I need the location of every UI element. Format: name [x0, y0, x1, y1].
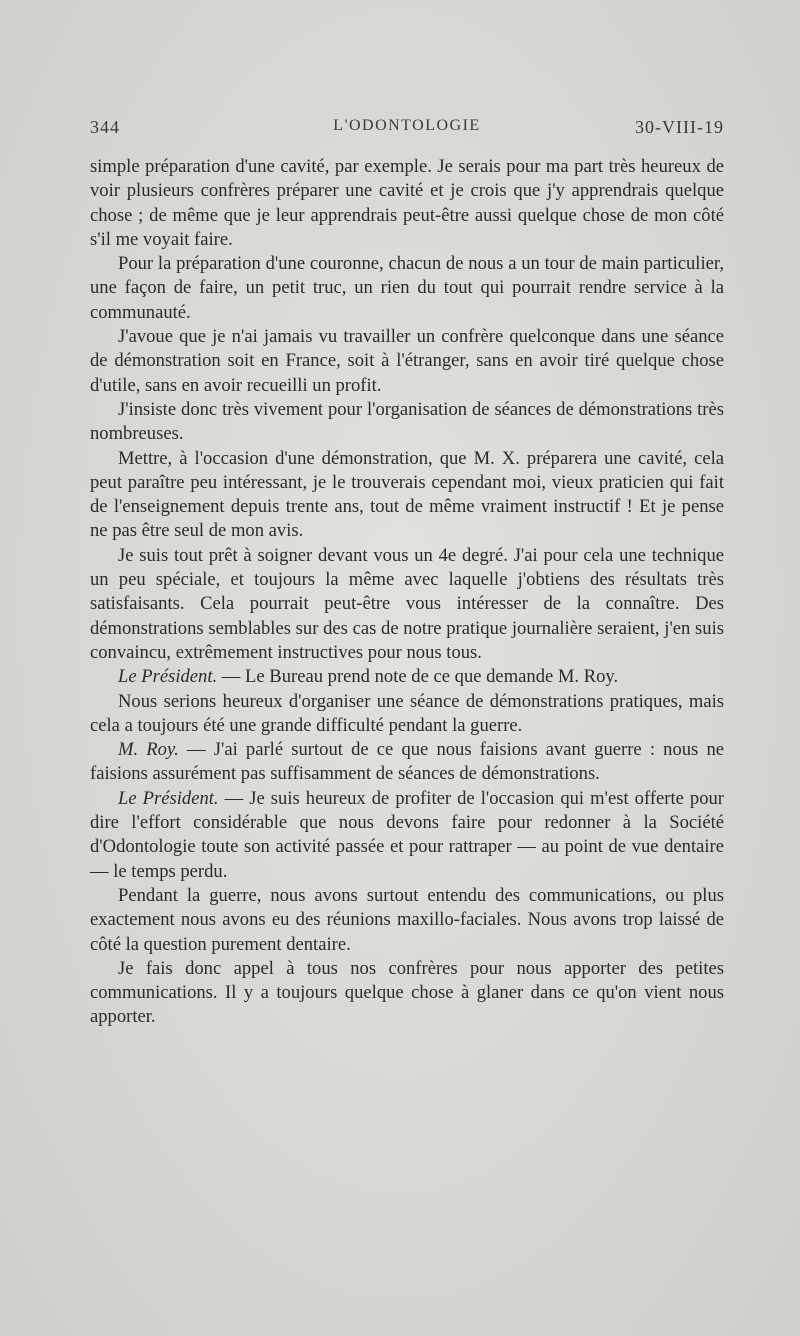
body-text — [90, 155, 724, 1030]
page-number: 344 — [90, 117, 120, 137]
paragraph-text: J'insiste donc très vivement pour l'organisation de séances de démonstrations très nombreuses. — [90, 398, 724, 445]
paragraph-text: simple préparation d'une cavité, par exemple. Je serais pour ma part très heureux de voir plusieurs confrères préparer une cavité et je crois que j'y apprendrais quelque chose ; de même que je leur apprendrais peut-être aussi quelque chose de mon côté s'il me voyait faire. — [90, 156, 724, 250]
paragraph-text: — Je suis heureux de profiter de l'occasion qui m'est offerte pour dire l'effort considérable que nous devons faire pour redonner à la Société d'Odontologie toute son activité passée et pour rattraper — au point de vue dentaire — le temps perdu. — [90, 787, 725, 882]
paragraph — [90, 884, 724, 957]
paragraph-text: — J'ai parlé surtout de ce que nous faisions avant guerre : nous ne faisions assurément pas suffisamment de séances de démonstrations. — [90, 739, 724, 785]
paragraph-text: Pendant la guerre, nous avons surtout entendu des communications, ou plus exactement nous avons eu des réunions maxillo-faciales. Nous avons trop laissé de côté la question purement dentaire. — [90, 884, 724, 955]
paragraph — [90, 690, 724, 739]
paragraph-text: Mettre, à l'occasion d'une démonstration, que M. X. préparera une cavité, cela peut paraître peu intéressant, je le trouverais cependant moi, vieux praticien qui fait de l'enseignement depuis trente ans, tout de même vraiment instructif ! Et je pense ne pas être seul de mon avis. — [90, 447, 724, 542]
speaker-name: Le Président. — [118, 666, 218, 688]
paragraph — [90, 738, 724, 787]
running-header — [90, 112, 724, 142]
paragraph — [90, 252, 724, 325]
paragraph-text: Je fais donc appel à tous nos confrères pour nous apporter des petites communications. Il y a toujours quelque chose à glaner dans ce qu'on vient nous apporter. — [90, 957, 724, 1028]
paragraph — [90, 957, 724, 1030]
speaker-name: M. Roy. — [118, 739, 179, 761]
paragraph — [90, 325, 724, 398]
paragraph-text: Pour la préparation d'une couronne, chacun de nous a un tour de main particulier, une façon de faire, un petit truc, un rien du tout qui pourrait rendre service à la communauté. — [90, 253, 724, 323]
paragraph — [90, 155, 724, 252]
paragraph — [90, 787, 724, 884]
paragraph — [90, 447, 724, 544]
paragraph — [90, 665, 724, 689]
paragraph — [90, 398, 724, 447]
book-page — [90, 112, 724, 1030]
paragraph-text: Nous serions heureux d'organiser une séance de démonstrations pratiques, mais cela a toujours été une grande difficulté pendant la guerre. — [90, 690, 724, 736]
journal-title: L'ODONTOLOGIE — [333, 117, 481, 134]
paragraph-text: — Le Bureau prend note de ce que demande M. Roy. — [217, 666, 619, 688]
issue-date: 30-VIII-19 — [635, 117, 724, 137]
speaker-name: Le Président. — [118, 787, 219, 809]
paragraph — [90, 544, 724, 665]
paragraph-text: J'avoue que je n'ai jamais vu travailler un confrère quelconque dans une séance de démonstration soit en France, soit à l'étranger, sans en avoir tiré quelque chose d'utile, sans en avoir recueilli un profit. — [90, 326, 724, 396]
paragraph-text: Je suis tout prêt à soigner devant vous un 4e degré. J'ai pour cela une technique un peu spéciale, et toujours la même avec laquelle j'obtiens des résultats très satisfaisants. Cela pourrait peut-être vous intéresser de la connaître. Des démonstrations semblables sur des cas de notre pratique journalière seraient, j'en suis convaincu, extrêmement instructives pour nous tous. — [90, 544, 724, 663]
